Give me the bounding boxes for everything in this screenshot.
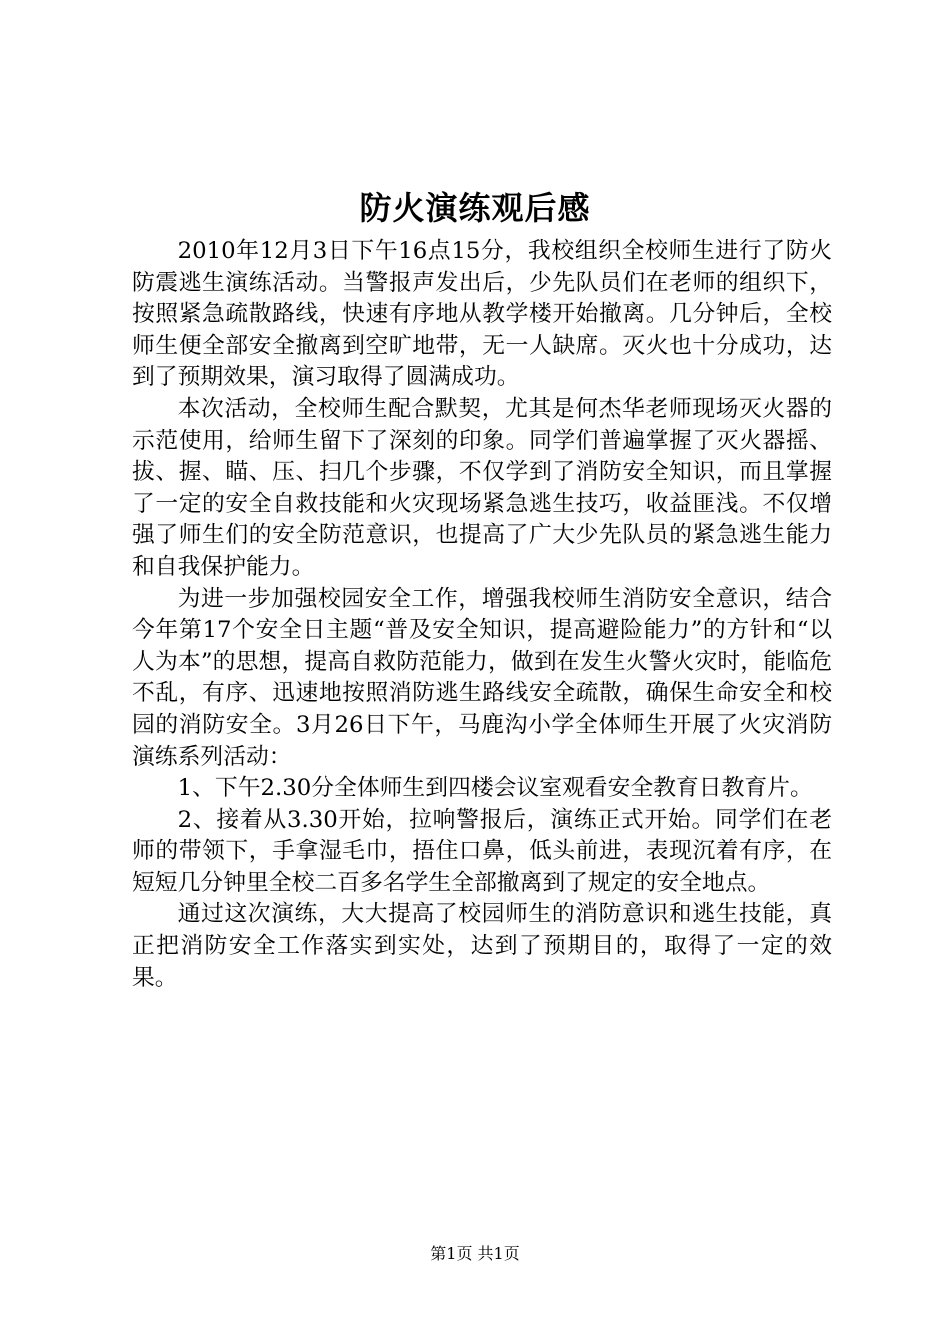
paragraph: 为进一步加强校园安全工作，增强我校师生消防安全意识，结合今年第17个安全日主题“普及安全知识，提高避险能力”的方针和“以人为本”的思想，提高自救防范能力，做到在发生火警火灾时，能临危不乱，有序、迅速地按照消防逃生路线安全疏散，确保生命安全和校园的消防安全。3月26日下午，马鹿沟小学全体师生开展了火灾消防演练系列活动： <box>132 585 832 770</box>
paragraph: 通过这次演练，大大提高了校园师生的消防意识和逃生技能，真正把消防安全工作落实到实处，达到了预期目的，取得了一定的效果。 <box>132 901 832 991</box>
document-title: 防火演练观后感 <box>359 189 591 227</box>
paragraph: 1、下午2.30分全体师生到四楼会议室观看安全教育日教育片。 <box>177 775 813 802</box>
paragraph: 2010年12月3日下午16点15分，我校组织全校师生进行了防火防震逃生演练活动。当警报声发出后，少先队员们在老师的组织下，按照紧急疏散路线，快速有序地从教学楼开始撤离。几分钟后，全校师生便全部安全撤离到空旷地带，无一人缺席。灭火也十分成功，达到了预期效果，演习取得了圆满成功。 <box>132 238 832 391</box>
document-body <box>132 236 832 994</box>
page-footer: 第1页 共1页 <box>430 1244 520 1263</box>
paragraph: 本次活动，全校师生配合默契，尤其是何杰华老师现场灭火器的示范使用，给师生留下了深刻的印象。同学们普遍掌握了灭火器摇、拔、握、瞄、压、扫几个步骤，不仅学到了消防安全知识，而且掌握了一定的安全自救技能和火灾现场紧急逃生技巧，收益匪浅。不仅增强了师生们的安全防范意识，也提高了广大少先队员的紧急逃生能力和自我保护能力。 <box>132 395 832 580</box>
paragraph: 2、接着从3.30开始，拉响警报后，演练正式开始。同学们在老师的带领下，手拿湿毛巾，捂住口鼻，低头前进，表现沉着有序，在短短几分钟里全校二百多名学生全部撤离到了规定的安全地点。 <box>132 806 832 896</box>
